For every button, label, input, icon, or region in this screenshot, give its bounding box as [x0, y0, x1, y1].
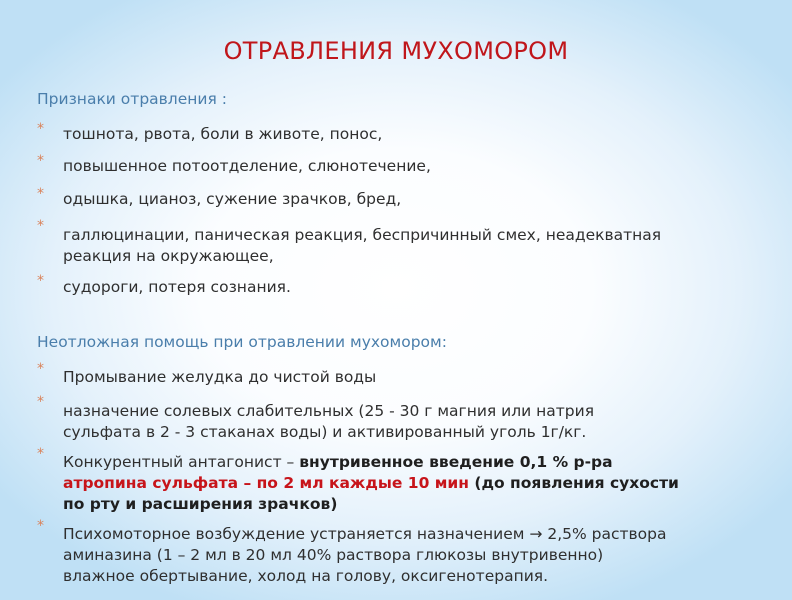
- symptom-item: одышка, цианоз, сужение зрачков, бред,: [63, 190, 402, 208]
- bullet-icon: *: [37, 186, 44, 202]
- bullet-icon: *: [37, 446, 44, 462]
- bullet-icon: *: [37, 394, 44, 410]
- bullet-icon: *: [37, 218, 44, 234]
- first-aid-heading: Неотложная помощь при отравлении мухомором:: [37, 333, 447, 351]
- bullet-icon: *: [37, 153, 44, 169]
- first-aid-item: назначение солевых слабительных (25 - 30 г магния или натрия сульфата в 2 - 3 стаканах воды) и активированный уголь 1г/кг.: [63, 402, 595, 441]
- symptoms-heading: Признаки отравления :: [37, 90, 227, 108]
- atropine-dose-highlight: атропина сульфата – по 2 мл каждые 10 мин: [63, 474, 469, 492]
- first-aid-item: Промывание желудка до чистой воды: [63, 368, 377, 386]
- antagonist-bold-text: внутривенное введение 0,1 % р-ра: [299, 453, 613, 471]
- bullet-icon: *: [37, 121, 44, 137]
- slide-title: ОТРАВЛЕНИЯ МУХОМОРОМ: [223, 37, 569, 65]
- bullet-icon: *: [37, 361, 44, 377]
- bullet-icon: *: [37, 518, 44, 534]
- symptom-item: судороги, потеря сознания.: [63, 278, 291, 296]
- first-aid-item: Психомоторное возбуждение устраняется назначением → 2,5% раствора аминазина (1 – 2 мл в 20 мл 40% раствора глюкозы внутривенно) влажное обертывание, холод на голову, оксигенотерапия.: [63, 525, 667, 585]
- bullet-icon: *: [37, 273, 44, 289]
- first-aid-item-antagonist: [63, 452, 768, 515]
- symptom-item: тошнота, рвота, боли в животе, понос,: [63, 125, 383, 143]
- antagonist-prefix: Конкурентный антагонист –: [63, 453, 300, 471]
- symptom-item: повышенное потоотделение, слюнотечение,: [63, 157, 431, 175]
- antagonist-bold-tail: (до появления сухости по рту и расширения зрачков): [63, 474, 679, 513]
- symptom-item: галлюцинации, паническая реакция, беспричинный смех, неадекватная реакция на окружающее,: [63, 226, 662, 265]
